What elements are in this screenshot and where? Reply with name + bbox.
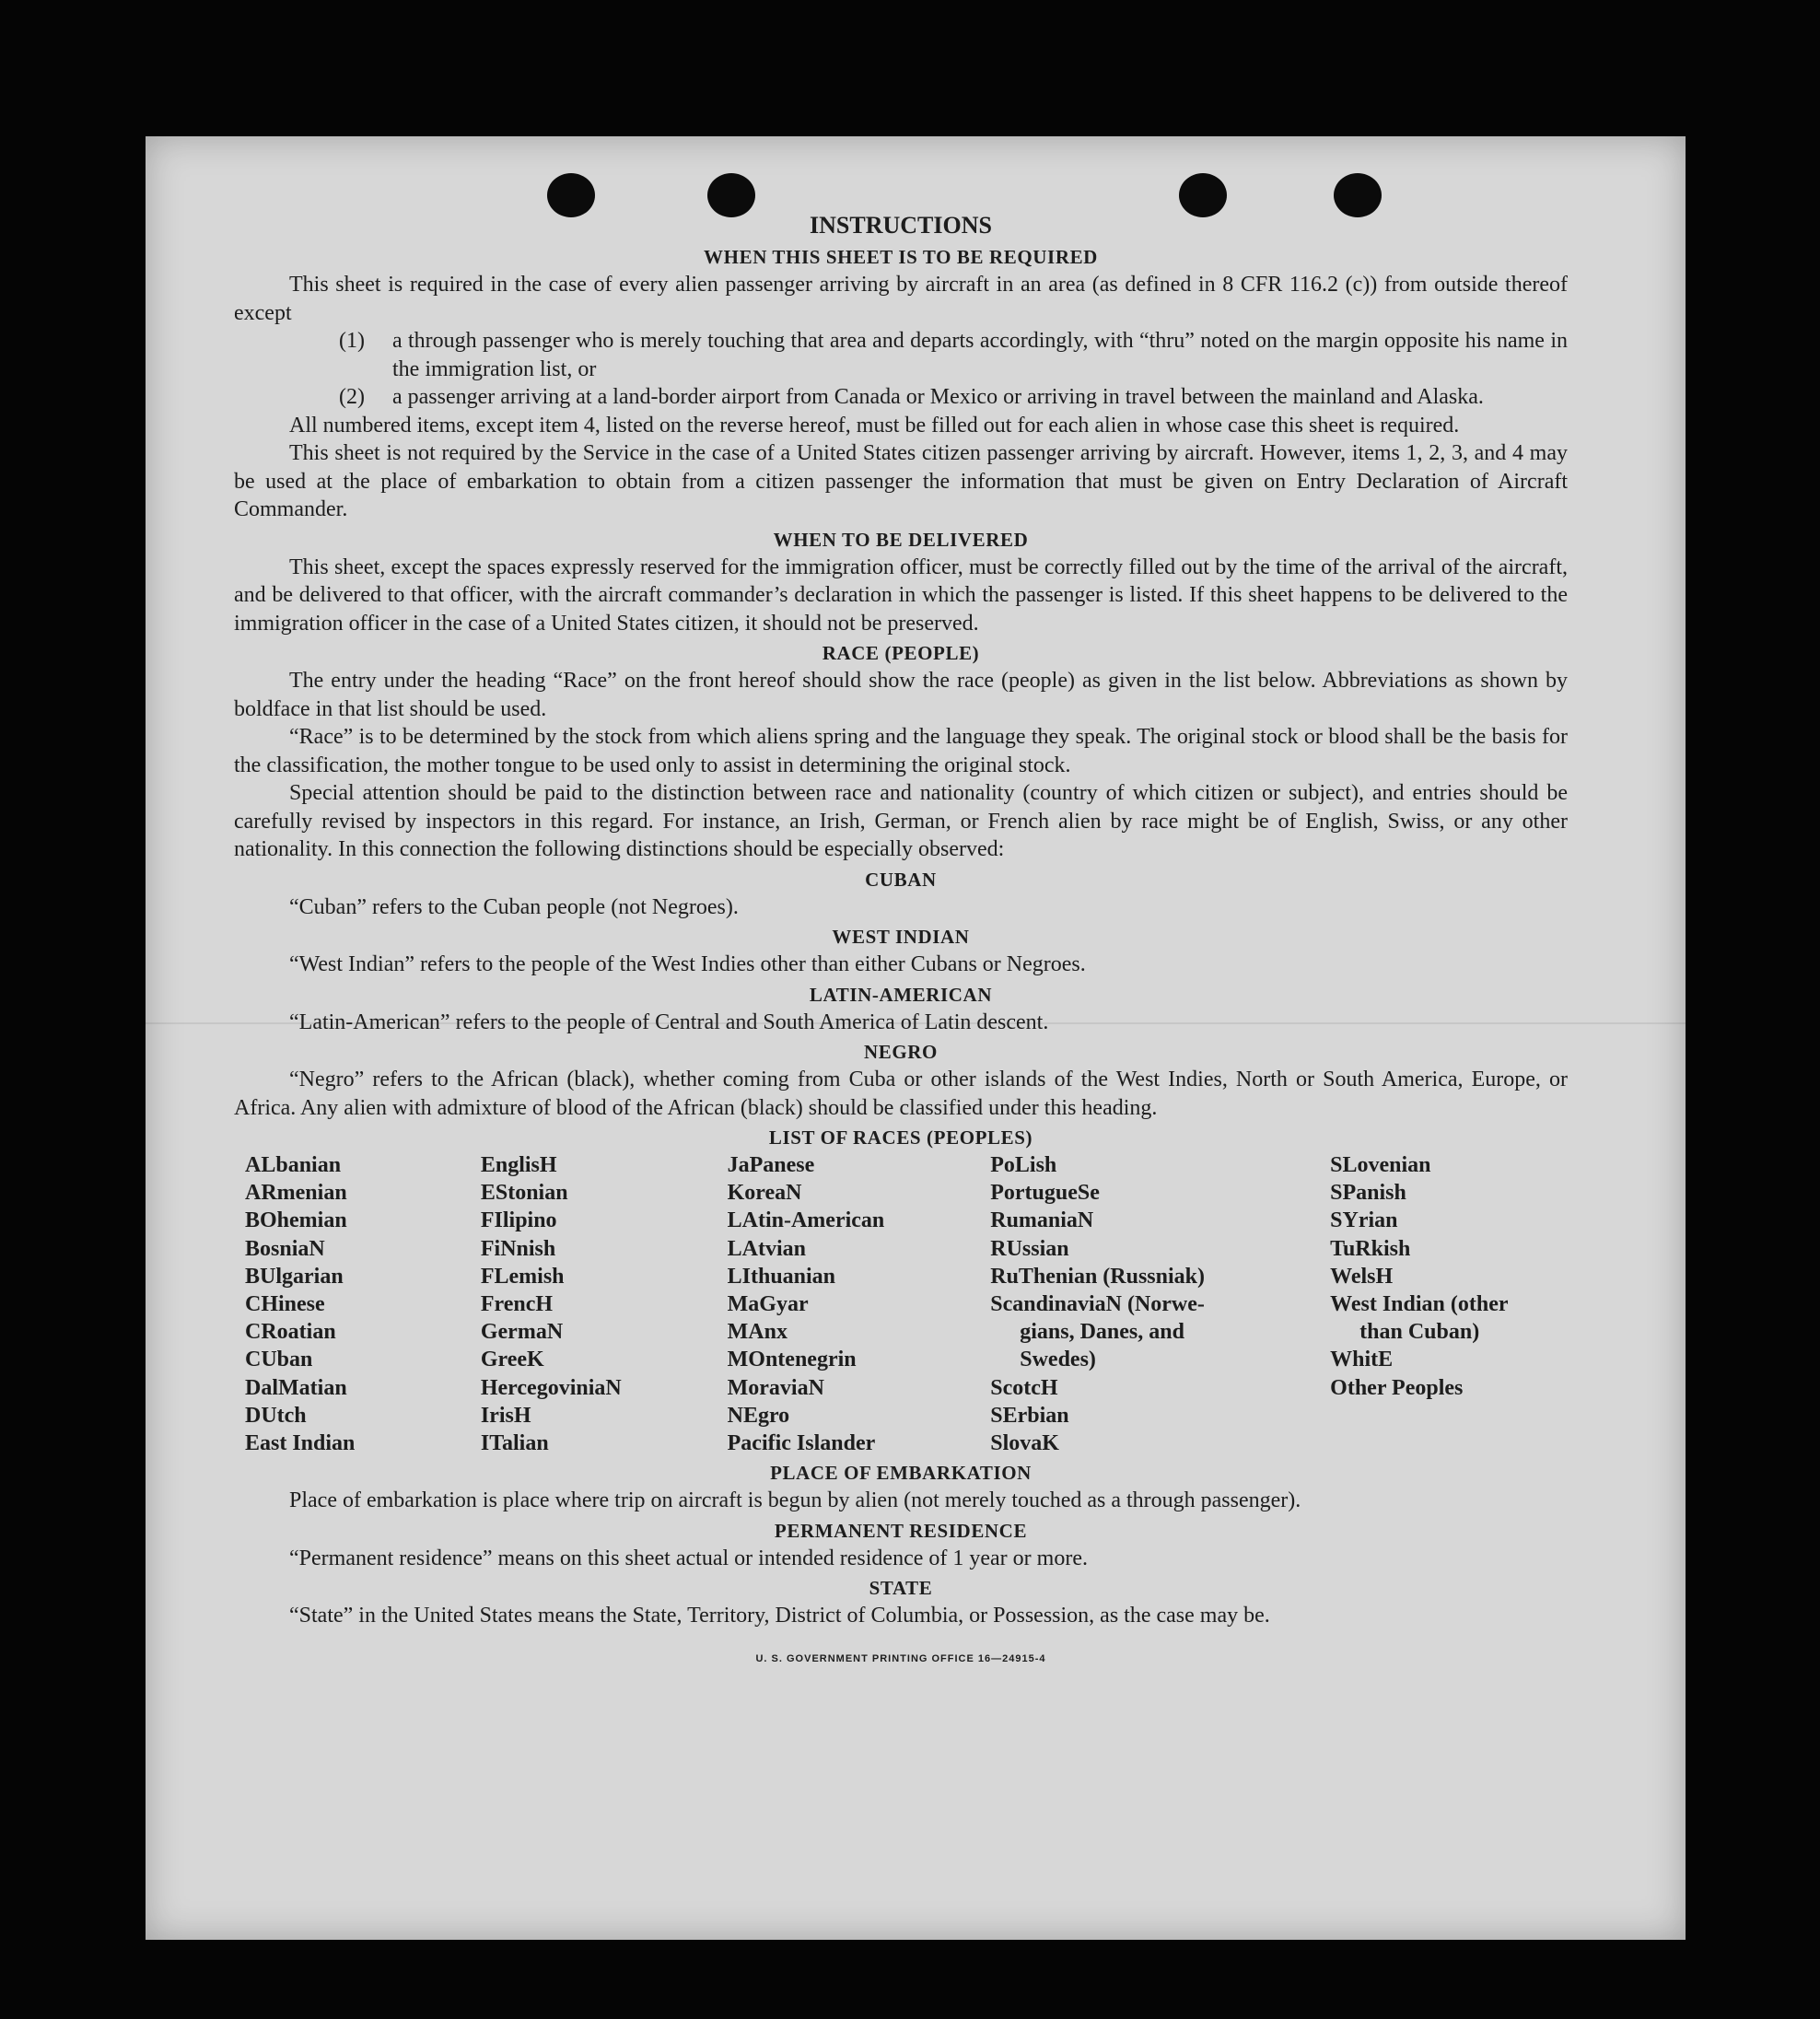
race-item: ITalian: [480, 1431, 549, 1456]
printing-office-footer: U. S. GOVERNMENT PRINTING OFFICE 16—24915-4: [755, 1652, 1046, 1664]
race-item: WhitE: [1330, 1348, 1394, 1372]
race-item: MoraviaN: [727, 1375, 824, 1400]
race-item: DalMatian: [245, 1375, 347, 1400]
item-number: (1): [339, 329, 365, 353]
race-item: GreeK: [480, 1348, 544, 1372]
paragraph-latin-american: “Latin-American” refers to the people of Central and South America of Latin descent.: [289, 1010, 1049, 1034]
race-item: West Indian (other: [1330, 1292, 1509, 1317]
paragraph-race-entry: The entry under the heading “Race” on the front hereof should show the race (people) as given in the list below. Abbreviations as shown by boldface in that list should be used.: [234, 669, 1568, 721]
race-item: SLovenian: [1330, 1153, 1431, 1177]
races-column-3: [728, 1151, 991, 1457]
heading-latin-american: LATIN-AMERICAN: [809, 983, 993, 1006]
paragraph-citizen: This sheet is not required by the Service in the case of a United States citizen passenger arriving by aircraft. However, items 1, 2, 3, and 4 may be used at the place of embarkation to obtain from a citizen passenger the information that must be given on Entry Declaration of Aircraft Commander.: [234, 441, 1568, 521]
paragraph-permanent-residence: “Permanent residence” means on this sheet actual or intended residence of 1 year or more.: [289, 1546, 1088, 1570]
race-item: FIlipino: [480, 1208, 557, 1233]
paragraph-cuban: “Cuban” refers to the Cuban people (not Negroes).: [289, 894, 739, 919]
paragraph-race-stock: “Race” is to be determined by the stock from which aliens spring and the language they speak. The original stock or blood shall be the basis for the classification, the mother tongue to be used only to assist in determining the original stock.: [234, 725, 1568, 777]
race-item: HercegoviniaN: [480, 1375, 622, 1400]
paragraph-negro: “Negro” refers to the African (black), whether coming from Cuba or other islands of the West Indies, North or South America, Europe, or Africa. Any alien with admixture of blood of the African (black) should be classified under this heading.: [234, 1068, 1568, 1120]
race-item: KoreaN: [727, 1181, 802, 1206]
race-item: NEgro: [727, 1403, 790, 1428]
race-item: BosniaN: [245, 1236, 325, 1261]
race-item: DUtch: [245, 1403, 307, 1428]
item-text: a passenger arriving at a land-border airport from Canada or Mexico or arriving in travel between the mainland and Alaska.: [392, 385, 1484, 409]
race-item: SErbian: [990, 1403, 1069, 1428]
race-item: LAtin-American: [727, 1208, 885, 1233]
race-item: TuRkish: [1330, 1236, 1411, 1261]
item-number: (2): [339, 385, 365, 409]
race-item: EnglisH: [480, 1153, 557, 1177]
paragraph-west-indian: “West Indian” refers to the people of the West Indies other than either Cubans or Negroes.: [289, 952, 1086, 976]
document-sheet: [146, 136, 1686, 1940]
race-item-continued: Swedes): [1020, 1348, 1096, 1372]
item-text: a through passenger who is merely touching that area and departs accordingly, with “thru” noted on the margin opposite his name in the immigration list, or: [392, 329, 1568, 381]
heading-cuban: CUBAN: [865, 868, 937, 891]
paragraph-embarkation: Place of embarkation is place where trip on aircraft is begun by alien (not merely touched as a through passenger).: [289, 1488, 1301, 1513]
race-item: ARmenian: [245, 1181, 347, 1206]
races-column-4: [990, 1151, 1330, 1457]
page-title: INSTRUCTIONS: [810, 212, 992, 239]
heading-state: STATE: [869, 1577, 933, 1600]
race-item: LIthuanian: [727, 1264, 836, 1289]
paragraph-race-nationality: Special attention should be paid to the distinction between race and nationality (country of which citizen or subject), and entries should be carefully revised by inspectors in this regard. For instance, an Irish, German, or French alien by race might be of English, Swiss, or any other nationality. In this connection the following distinctions should be especially observed:: [234, 781, 1568, 861]
heading-west-indian: WEST INDIAN: [832, 926, 970, 948]
race-item: SYrian: [1330, 1208, 1398, 1233]
race-item: SPanish: [1330, 1181, 1406, 1206]
race-item: FiNnish: [480, 1236, 556, 1261]
race-item: BUlgarian: [245, 1264, 344, 1289]
heading-when-delivered: WHEN TO BE DELIVERED: [773, 528, 1029, 551]
race-item-continued: than Cuban): [1359, 1320, 1480, 1345]
race-item: CRoatian: [245, 1320, 336, 1345]
race-item: LAtvian: [727, 1236, 806, 1261]
race-item: ALbanian: [245, 1153, 342, 1177]
race-item: Other Peoples: [1330, 1375, 1464, 1400]
race-item: ScandinaviaN (Norwe-: [990, 1292, 1205, 1317]
paragraph-state: “State” in the United States means the State, Territory, District of Columbia, or Possession, as the case may be.: [289, 1604, 1270, 1628]
race-item: MOntenegrin: [727, 1348, 857, 1372]
race-item: SlovaK: [990, 1431, 1059, 1456]
races-column-5: [1330, 1151, 1568, 1457]
instructions-content: [234, 210, 1568, 1673]
race-item: GermaN: [480, 1320, 564, 1345]
race-item: EStonian: [480, 1181, 568, 1206]
exception-item: [234, 383, 1568, 412]
race-item: FLemish: [480, 1264, 565, 1289]
race-item: RumaniaN: [990, 1208, 1094, 1233]
race-item: CUban: [245, 1348, 313, 1372]
heading-permanent-residence: PERMANENT RESIDENCE: [774, 1519, 1028, 1542]
paragraph-numbered-items: All numbered items, except item 4, listed on the reverse hereof, must be filled out for each alien in whose case this sheet is required.: [289, 413, 1460, 438]
races-column-2: [481, 1151, 728, 1457]
race-item: RUssian: [990, 1236, 1069, 1261]
race-item: CHinese: [245, 1292, 325, 1317]
heading-when-required: WHEN THIS SHEET IS TO BE REQUIRED: [704, 246, 1098, 268]
race-item: FrencH: [480, 1292, 554, 1317]
race-item: ScotcH: [990, 1375, 1058, 1400]
race-item: PortugueSe: [990, 1181, 1100, 1206]
races-column-1: [245, 1151, 481, 1457]
heading-negro: NEGRO: [863, 1041, 938, 1063]
race-item: Pacific Islander: [727, 1431, 876, 1456]
race-item: BOhemian: [245, 1208, 347, 1233]
race-item: IrisH: [480, 1403, 531, 1428]
race-item-continued: gians, Danes, and: [1020, 1320, 1184, 1345]
race-item: RuThenian (Russniak): [990, 1264, 1205, 1289]
heading-embarkation: PLACE OF EMBARKATION: [770, 1462, 1032, 1485]
heading-list-of-races: LIST OF RACES (PEOPLES): [768, 1126, 1033, 1149]
race-item: PoLish: [990, 1153, 1057, 1177]
exception-item: [234, 327, 1568, 383]
race-item: WelsH: [1330, 1264, 1394, 1289]
heading-race: RACE (PEOPLE): [822, 642, 980, 664]
race-item: MAnx: [727, 1320, 788, 1345]
paragraph-required: This sheet is required in the case of every alien passenger arriving by aircraft in an area (as defined in 8 CFR 116.2 (c)) from outside thereof except: [234, 273, 1568, 325]
races-list: [234, 1151, 1568, 1457]
race-item: JaPanese: [727, 1153, 815, 1177]
paragraph-delivered: This sheet, except the spaces expressly reserved for the immigration officer, must be correctly filled out by the time of the arrival of the aircraft, and be delivered to that officer, with the aircraft commander’s declaration in which the passenger is listed. If this sheet happens to be delivered to the immigration officer in the case of a United States citizen, it should not be preserved.: [234, 554, 1568, 636]
race-item: MaGyar: [727, 1292, 809, 1317]
race-item: East Indian: [245, 1431, 356, 1456]
